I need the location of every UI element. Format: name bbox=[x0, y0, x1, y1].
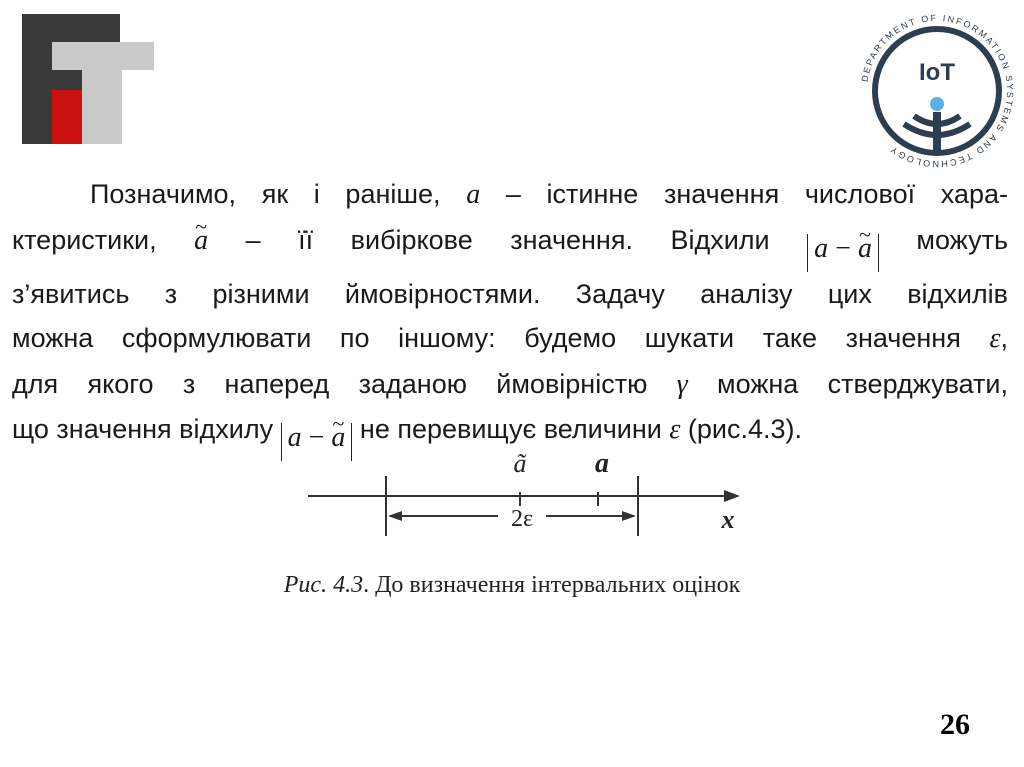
svg-text:IoT: IoT bbox=[919, 59, 955, 86]
abs-deviation: a − ~ a bbox=[807, 234, 879, 272]
page-number: 26 bbox=[940, 708, 970, 741]
label-a: a bbox=[595, 448, 609, 479]
paragraph-line: Позначимо, як і раніше, a – істинне значення числової хара- bbox=[90, 179, 1008, 210]
label-interval: 2ε bbox=[510, 506, 534, 532]
variable-a-tilde: ~ a bbox=[194, 219, 208, 264]
variable-epsilon: ε bbox=[989, 323, 1001, 354]
caption-text: . До визначення інтервальних оцінок bbox=[363, 572, 741, 598]
label-axis-x: x bbox=[721, 505, 735, 534]
paragraph-line: з’явитись з різними ймовірностями. Задачу аналізу цих відхилів bbox=[12, 278, 1008, 309]
ft-logo-icon bbox=[22, 14, 154, 144]
caption-number: Рис. 4.3 bbox=[283, 572, 364, 598]
paragraph-line: ктеристики, ~ a – її вибіркове значення. Відхили a − ~ a можуть bbox=[12, 218, 1008, 272]
label-a-tilde: ã bbox=[513, 449, 527, 478]
svg-text:DEPARTMENT OF INFORMATION SYST: DEPARTMENT OF INFORMATION SYSTEMS AND TECHNOLOGY bbox=[859, 12, 1016, 170]
paragraph-line: можна сформулювати по іншому: будемо шукати таке значення ε, bbox=[12, 323, 1008, 354]
body-paragraph bbox=[12, 172, 1008, 461]
variable-gamma: γ bbox=[676, 368, 688, 400]
paragraph-line: для якого з наперед заданою ймовірністю γ можна стверджувати, bbox=[12, 368, 1008, 400]
figure-caption bbox=[0, 572, 1024, 599]
variable-a: a bbox=[466, 179, 481, 210]
interval-diagram bbox=[300, 440, 760, 550]
x-axis-arrow bbox=[724, 490, 740, 502]
paragraph-line: що значення відхилу a − ~ a не перевищує величини ε (рис.4.3). bbox=[12, 407, 1008, 461]
abs-deviation: a − ~ a bbox=[281, 423, 353, 461]
iot-department-seal-icon bbox=[852, 6, 1022, 176]
variable-epsilon: ε bbox=[669, 414, 681, 445]
